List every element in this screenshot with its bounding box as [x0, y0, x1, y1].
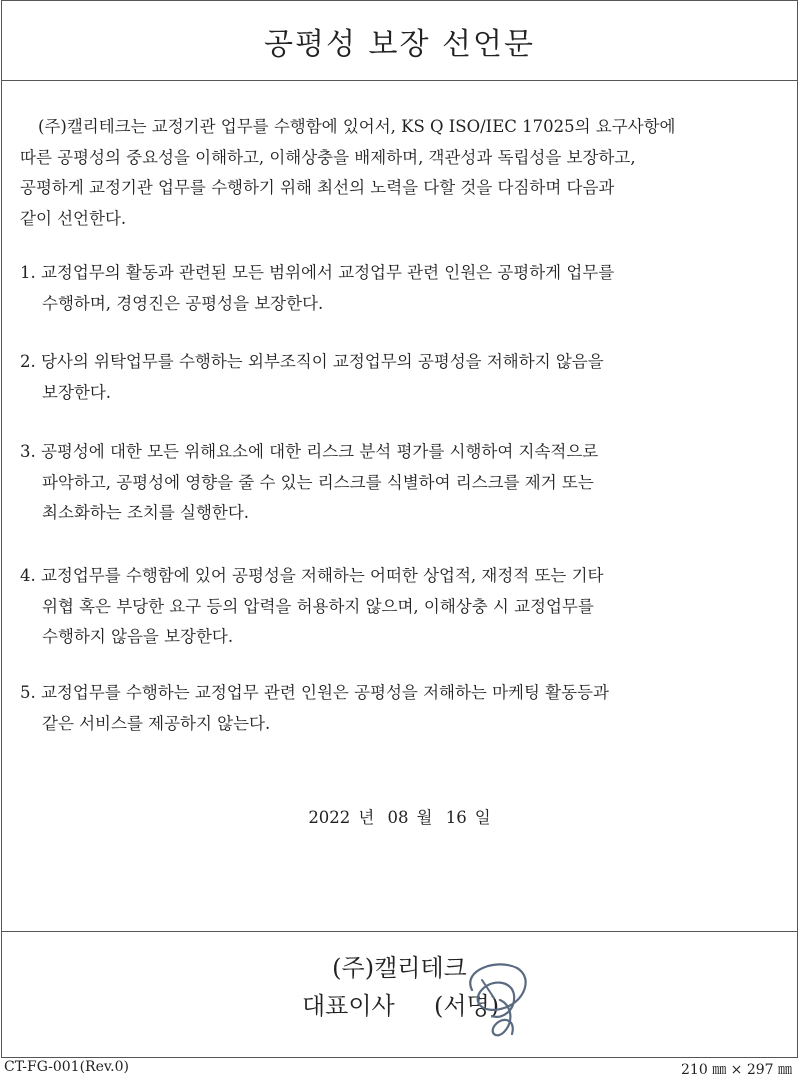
declaration-item-2: [20, 347, 790, 408]
document-frame: [1, 0, 798, 1058]
item-line: 5. 교정업무를 수행하는 교정업무 관련 인원은 공평성을 저해하는 마케팅 활동등과: [20, 683, 609, 702]
date-day-unit: 일: [474, 808, 491, 827]
intro-line: 같이 선언한다.: [20, 208, 127, 228]
item-line: 수행하며, 경영진은 공평성을 보장한다.: [42, 293, 324, 313]
date-year: 2022: [308, 808, 351, 827]
item-line: 4. 교정업무를 수행함에 있어 공평성을 저해하는 어떠한 상업적, 재정적 또는 기타: [20, 566, 604, 585]
intro-line: 공평하게 교정기관 업무를 수행하기 위해 최선의 노력을 다할 것을 다짐하며 다음과: [20, 178, 615, 197]
item-line: 1. 교정업무의 활동과 관련된 모든 범위에서 교정업무 관련 인원은 공평하게 업무를: [20, 263, 615, 282]
intro-line: 따른 공평성의 중요성을 이해하고, 이해상충을 배제하며, 객관성과 독립성을 보장하고,: [20, 147, 636, 167]
form-code: CT-FG-001(Rev.0): [4, 1059, 129, 1075]
date-day: 16: [445, 808, 467, 827]
intro-paragraph: [20, 112, 785, 234]
company-name: (주)캘리테크: [332, 954, 467, 982]
declaration-item-5: [20, 678, 790, 739]
date-month: 08: [387, 808, 409, 827]
declaration-item-3: [20, 437, 790, 529]
document-title: 공평성 보장 선언문: [264, 26, 535, 62]
ceo-title: 대표이사: [302, 992, 395, 1020]
date-year-unit: 년: [358, 808, 375, 827]
item-line: 수행하지 않음을 보장한다.: [42, 627, 234, 646]
item-line: 2. 당사의 위탁업무를 수행하는 외부조직이 교정업무의 공평성을 저해하지 않음을: [20, 352, 604, 371]
item-line: 같은 서비스를 제공하지 않는다.: [42, 713, 271, 733]
item-line: 3. 공평성에 대한 모든 위해요소에 대한 리스크 분석 평가를 시행하여 지속적으로: [20, 442, 599, 461]
declaration-item-1: [20, 258, 790, 319]
item-line: 보장한다.: [42, 382, 112, 402]
intro-line: (주)캘리테크는 교정기관 업무를 수행함에 있어서, KS Q ISO/IEC 17025의 요구사항에: [38, 117, 676, 136]
handwritten-signature: [442, 950, 542, 1045]
item-line: 위협 혹은 부당한 요구 등의 압력을 허용하지 않으며, 이해상충 시 교정업무를: [42, 596, 594, 616]
declaration-body: [2, 80, 797, 931]
item-line: 파악하고, 공평성에 영향을 줄 수 있는 리스크를 식별하여 리스크를 제거 또는: [42, 472, 594, 492]
item-line: 최소화하는 조치를 실행한다.: [42, 503, 250, 522]
declaration-date: [2, 804, 797, 828]
date-month-unit: 월: [416, 808, 433, 827]
paper-size: 210 ㎜ × 297 ㎜: [681, 1062, 792, 1078]
signature-area: [2, 931, 797, 1060]
signature-label: (서명): [434, 992, 500, 1020]
declaration-item-4: [20, 561, 790, 653]
title-bar: [2, 1, 797, 81]
